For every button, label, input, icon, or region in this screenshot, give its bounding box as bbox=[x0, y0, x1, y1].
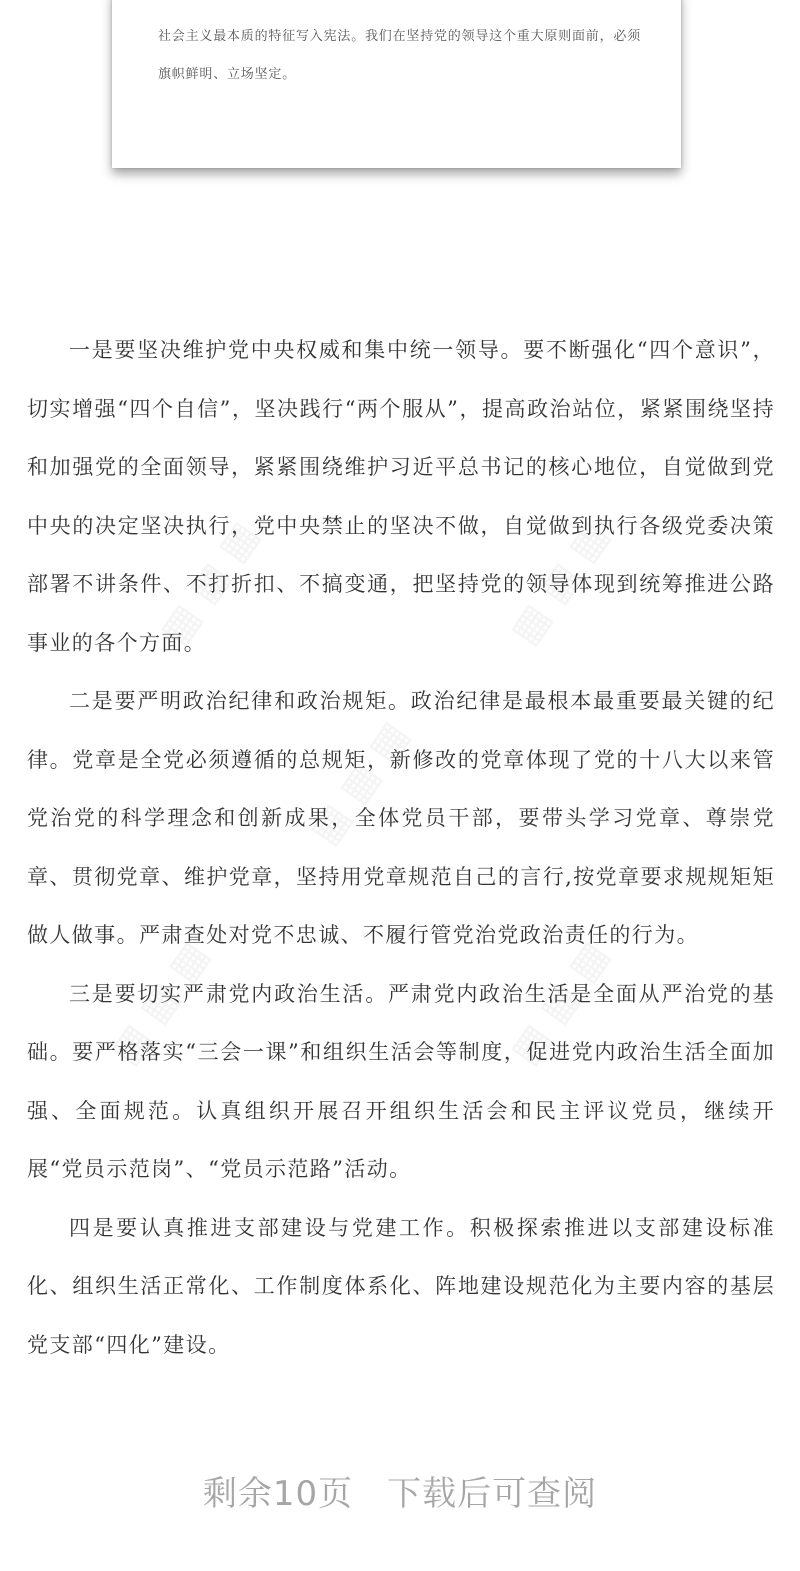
download-to-view-label: 下载后可查阅 bbox=[387, 1474, 598, 1514]
paragraph-3: 三是要切实严肃党内政治生活。严肃党内政治生活是全面从严治党的基础。要严格落实“三会一课”和组织生活会等制度，促进党内政治生活全面加强、全面规范。认真组织开展召开组织生活会和民主评议党员，继续开展“党员示范岗”、“党员示范路”活动。 bbox=[27, 981, 775, 1181]
document-body bbox=[27, 321, 775, 1374]
download-prompt[interactable] bbox=[0, 1466, 800, 1515]
paragraph-4: 四是要认真推进支部建设与党建工作。积极探索推进以支部建设标准化、组织生活正常化、工作制度体系化、阵地建设规范化为主要内容的基层党支部“四化”建设。 bbox=[27, 1215, 775, 1357]
preview-text: 社会主义最本质的特征写入宪法。我们在坚持党的领导这个重大原则面前，必须旗帜鲜明、立场坚定。 bbox=[158, 29, 642, 82]
preview-card bbox=[112, 0, 681, 168]
paragraph-1: 一是要坚决维护党中央权威和集中统一领导。要不断强化“四个意识”，切实增强“四个自信”，坚决践行“两个服从”，提高政治站位，紧紧围绕坚持和加强党的全面领导，紧紧围绕维护习近平总书记的核心地位，自觉做到党中央的决定坚决执行，党中央禁止的坚决不做，自觉做到执行各级党委决策部署不讲条件、不打折扣、不搞变通，把坚持党的领导体现到统筹推进公路事业的各个方面。 bbox=[27, 338, 775, 655]
paragraph-2: 二是要严明政治纪律和政治规矩。政治纪律是最根本最重要最关键的纪律。党章是全党必须遵循的总规矩，新修改的党章体现了党的十八大以来管党治党的科学理念和创新成果，全体党员干部，要带头学习党章、尊崇党章、贯彻党章、维护党章，坚持用党章规范自己的言行,按党章要求规规矩矩做人做事。严肃查处对党不忠诚、不履行管党治党政治责任的行为。 bbox=[27, 689, 775, 947]
remaining-pages-label: 剩余10页 bbox=[202, 1474, 354, 1514]
